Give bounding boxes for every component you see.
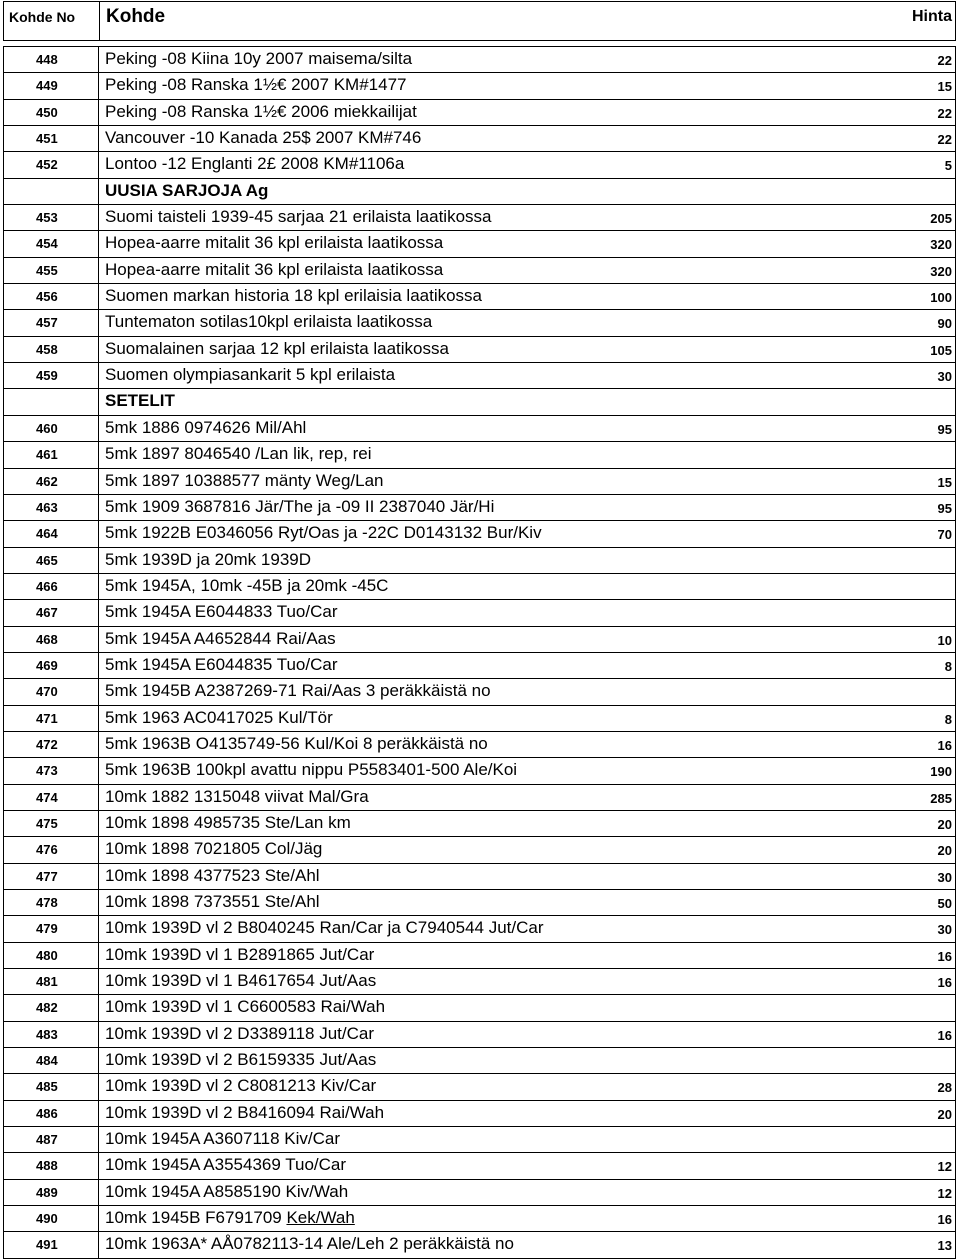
item-price: 22: [937, 53, 952, 68]
table-row: [3, 469, 956, 495]
item-description: 10mk 1939D vl 1 C6600583 Rai/Wah: [105, 997, 386, 1017]
table-row: [3, 126, 956, 152]
table-row: [3, 442, 956, 468]
item-description: 5mk 1945A A4652844 Rai/Aas: [105, 628, 336, 648]
table-row: [3, 679, 956, 705]
item-price: 30: [937, 869, 952, 885]
table-row: [3, 100, 956, 126]
item-description: 5mk 1963 AC0417025 Kul/Tör: [105, 707, 333, 727]
table-row: [3, 1022, 956, 1048]
table-row: [3, 600, 956, 626]
item-price: 8: [944, 658, 952, 674]
table-row: [3, 627, 956, 653]
item-description: 5mk 1945B A2387269-71 Rai/Aas 3 peräkkäistä no: [105, 681, 491, 701]
item-price: 20: [937, 843, 952, 859]
item-number: 457: [4, 310, 99, 335]
item-description: Peking -08 Ranska 1½€ 2006 miekkailijat: [105, 101, 417, 121]
item-number: 467: [4, 600, 99, 625]
item-number: 448: [4, 47, 99, 72]
item-number: 483: [4, 1022, 99, 1047]
item-description: 10mk 1898 4377523 Ste/Ahl: [105, 865, 320, 885]
item-number: 456: [4, 284, 99, 309]
item-price: 20: [937, 1106, 952, 1122]
table-row: [3, 521, 956, 547]
item-description: 5mk 1909 3687816 Jär/The ja -09 II 2387040 Jär/Hi: [105, 496, 495, 516]
section-heading-row: [3, 179, 956, 205]
underlined-text: Kek/Wah: [286, 1208, 355, 1228]
section-title: UUSIA SARJOJA Ag: [105, 180, 269, 200]
table-row: [3, 1101, 956, 1127]
item-description: 5mk 1945A E6044835 Tuo/Car: [105, 654, 338, 674]
item-number: 472: [4, 732, 99, 757]
table-row: [3, 416, 956, 442]
table-row: [3, 1048, 956, 1074]
table-row: [3, 943, 956, 969]
item-price: 12: [937, 1185, 952, 1201]
item-price: 100: [930, 290, 952, 306]
item-description: Peking -08 Kiina 10y 2007 maisema/silta: [105, 49, 413, 68]
section-title: SETELIT: [105, 391, 175, 411]
item-description: Suomen markan historia 18 kpl erilaisia laatikossa: [105, 286, 483, 306]
table-row: [3, 574, 956, 600]
table-row: [3, 363, 956, 389]
table-row: [3, 337, 956, 363]
item-description: 5mk 1945A E6044833 Tuo/Car: [105, 602, 338, 622]
item-price: 15: [937, 79, 952, 95]
item-number: 450: [4, 100, 99, 125]
item-description: 10mk 1898 7021805 Col/Jäg: [105, 839, 323, 859]
item-description: 10mk 1939D vl 1 B4617654 Jut/Aas: [105, 971, 377, 991]
item-number: 460: [4, 416, 99, 441]
item-number: 480: [4, 943, 99, 968]
item-number: 461: [4, 442, 99, 467]
item-description: 10mk 1945A A8585190 Kiv/Wah: [105, 1181, 349, 1201]
item-number: 470: [4, 679, 99, 704]
item-number: 473: [4, 758, 99, 783]
header-divider: [99, 2, 100, 40]
item-number: 484: [4, 1048, 99, 1073]
table-row: [3, 995, 956, 1021]
item-number: 465: [4, 548, 99, 573]
item-number: 488: [4, 1153, 99, 1178]
table-row: [3, 1153, 956, 1179]
item-description: Suomalainen sarjaa 12 kpl erilaista laatikossa: [105, 338, 449, 358]
item-price: 16: [937, 1027, 952, 1043]
table-row: [3, 785, 956, 811]
item-price: 95: [937, 500, 952, 516]
item-description: 5mk 1963B 100kpl avattu nippu P5583401-500 Ale/Koi: [105, 760, 518, 780]
item-price: 16: [937, 737, 952, 753]
table-row: [3, 864, 956, 890]
item-price: 320: [930, 263, 952, 279]
table-row: [3, 1232, 956, 1258]
item-number: 485: [4, 1074, 99, 1099]
item-description: 10mk 1945A A3607118 Kiv/Car: [105, 1129, 341, 1149]
item-number: 487: [4, 1127, 99, 1152]
table-row: [3, 47, 956, 73]
item-description: 10mk 1939D vl 1 B2891865 Jut/Car: [105, 944, 375, 964]
item-price: 22: [937, 105, 952, 121]
item-price: 205: [930, 211, 952, 227]
item-price: 12: [937, 1159, 952, 1175]
table-row: [3, 495, 956, 521]
item-number: 481: [4, 969, 99, 994]
item-number: 449: [4, 73, 99, 98]
item-number: 454: [4, 231, 99, 256]
table-row: [3, 758, 956, 784]
item-description: 10mk 1898 4985735 Ste/Lan km: [105, 812, 351, 832]
item-description: 5mk 1939D ja 20mk 1939D: [105, 549, 312, 569]
table-row: [3, 916, 956, 942]
header-item-number: Kohde No: [9, 9, 76, 25]
table-row: [3, 1074, 956, 1100]
table-row: [3, 653, 956, 679]
item-number: 477: [4, 864, 99, 889]
item-description: 10mk 1882 1315048 viivat Mal/Gra: [105, 786, 369, 806]
table-row: [3, 706, 956, 732]
item-description: 5mk 1897 10388577 mänty Weg/Lan: [105, 470, 384, 490]
item-description: 10mk 1939D vl 2 B8416094 Rai/Wah: [105, 1102, 385, 1122]
section-heading-row: [3, 389, 956, 415]
item-description: Tuntematon sotilas10kpl erilaista laatikossa: [105, 312, 433, 332]
item-price: 285: [930, 790, 952, 806]
item-price: 70: [937, 527, 952, 543]
table-row: [3, 152, 956, 178]
table-row: [3, 258, 956, 284]
item-price: 16: [937, 1212, 952, 1228]
item-price: 190: [930, 764, 952, 780]
item-number: 474: [4, 785, 99, 810]
item-number: 458: [4, 337, 99, 362]
item-number: 462: [4, 469, 99, 494]
item-description: 10mk 1939D vl 2 D3389118 Jut/Car: [105, 1023, 375, 1043]
item-price: 95: [937, 421, 952, 437]
item-description: Peking -08 Ranska 1½€ 2007 KM#1477: [105, 75, 407, 95]
table-row: [3, 1127, 956, 1153]
item-description: Suomen olympiasankarit 5 kpl erilaista: [105, 365, 396, 385]
table-row: [3, 890, 956, 916]
table-row: [3, 969, 956, 995]
table-row: [3, 837, 956, 863]
item-number: 489: [4, 1180, 99, 1205]
table-row: [3, 231, 956, 257]
item-price: 16: [937, 948, 952, 964]
item-number: 466: [4, 574, 99, 599]
table-row: [3, 73, 956, 99]
item-price: 22: [937, 132, 952, 148]
header-item-name: Kohde: [106, 6, 166, 27]
item-price: 28: [937, 1080, 952, 1096]
item-number: 452: [4, 152, 99, 177]
table-body: [3, 46, 956, 1259]
table-row: [3, 310, 956, 336]
item-number: 469: [4, 653, 99, 678]
item-number: 475: [4, 811, 99, 836]
item-description: 5mk 1897 8046540 /Lan lik, rep, rei: [105, 444, 372, 464]
item-number: 482: [4, 995, 99, 1020]
item-number: 476: [4, 837, 99, 862]
item-description: 5mk 1963B O4135749-56 Kul/Koi 8 peräkkäistä no: [105, 733, 488, 753]
header-price: Hinta: [912, 8, 952, 25]
item-number: 451: [4, 126, 99, 151]
item-number: 459: [4, 363, 99, 388]
item-price: 50: [937, 896, 952, 911]
item-price: 320: [930, 237, 952, 253]
item-price: 90: [937, 316, 952, 332]
item-description: 10mk 1939D vl 2 B6159335 Jut/Aas: [105, 1050, 377, 1070]
item-number: 471: [4, 706, 99, 731]
item-description: Hopea-aarre mitalit 36 kpl erilaista laatikossa: [105, 259, 444, 279]
item-description: Suomi taisteli 1939-45 sarjaa 21 erilaista laatikossa: [105, 207, 492, 227]
table-row: [3, 811, 956, 837]
item-price: 8: [944, 711, 952, 727]
item-price: 30: [937, 369, 952, 385]
item-description: 5mk 1945A, 10mk -45B ja 20mk -45C: [105, 575, 389, 595]
table-row: [3, 1180, 956, 1206]
item-description: 10mk 1945A A3554369 Tuo/Car: [105, 1155, 347, 1175]
item-number: 468: [4, 627, 99, 652]
item-number: 453: [4, 205, 99, 230]
item-description: 10mk 1945B F6791709 Kek/Wah: [105, 1208, 355, 1228]
item-description: 10mk 1963A* AÅ0782113-14 Ale/Leh 2 peräkkäistä no: [105, 1234, 514, 1254]
table-row: [3, 205, 956, 231]
item-number: 464: [4, 521, 99, 546]
table-header: [3, 1, 956, 41]
item-price: 10: [937, 632, 952, 648]
item-number: 490: [4, 1206, 99, 1231]
item-description: 10mk 1939D vl 2 C8081213 Kiv/Car: [105, 1076, 377, 1096]
item-price: 16: [937, 975, 952, 991]
item-description: 10mk 1939D vl 2 B8040245 Ran/Car ja C7940544 Jut/Car: [105, 918, 544, 938]
item-description: Hopea-aarre mitalit 36 kpl erilaista laatikossa: [105, 233, 444, 253]
item-number: [4, 179, 99, 204]
item-price: 20: [937, 816, 952, 832]
item-description: 5mk 1922B E0346056 Ryt/Oas ja -22C D0143132 Bur/Kiv: [105, 523, 542, 543]
item-price: 5: [944, 158, 952, 174]
table-row: [3, 548, 956, 574]
table-row: [3, 1206, 956, 1232]
item-number: 478: [4, 890, 99, 915]
table-row: [3, 284, 956, 310]
item-number: 479: [4, 916, 99, 941]
item-price: 15: [937, 474, 952, 490]
item-number: [4, 389, 99, 414]
item-description: Vancouver -10 Kanada 25$ 2007 KM#746: [105, 128, 422, 148]
item-number: 463: [4, 495, 99, 520]
item-number: 455: [4, 258, 99, 283]
item-price: 13: [937, 1238, 952, 1254]
item-description: 5mk 1886 0974626 Mil/Ahl: [105, 417, 307, 437]
item-price: 30: [937, 922, 952, 938]
item-description: 10mk 1898 7373551 Ste/Ahl: [105, 892, 320, 911]
item-description: Lontoo -12 Englanti 2£ 2008 KM#1106a: [105, 154, 405, 174]
item-price: 105: [930, 342, 952, 358]
item-number: 491: [4, 1232, 99, 1257]
table-row: [3, 732, 956, 758]
item-number: 486: [4, 1101, 99, 1126]
